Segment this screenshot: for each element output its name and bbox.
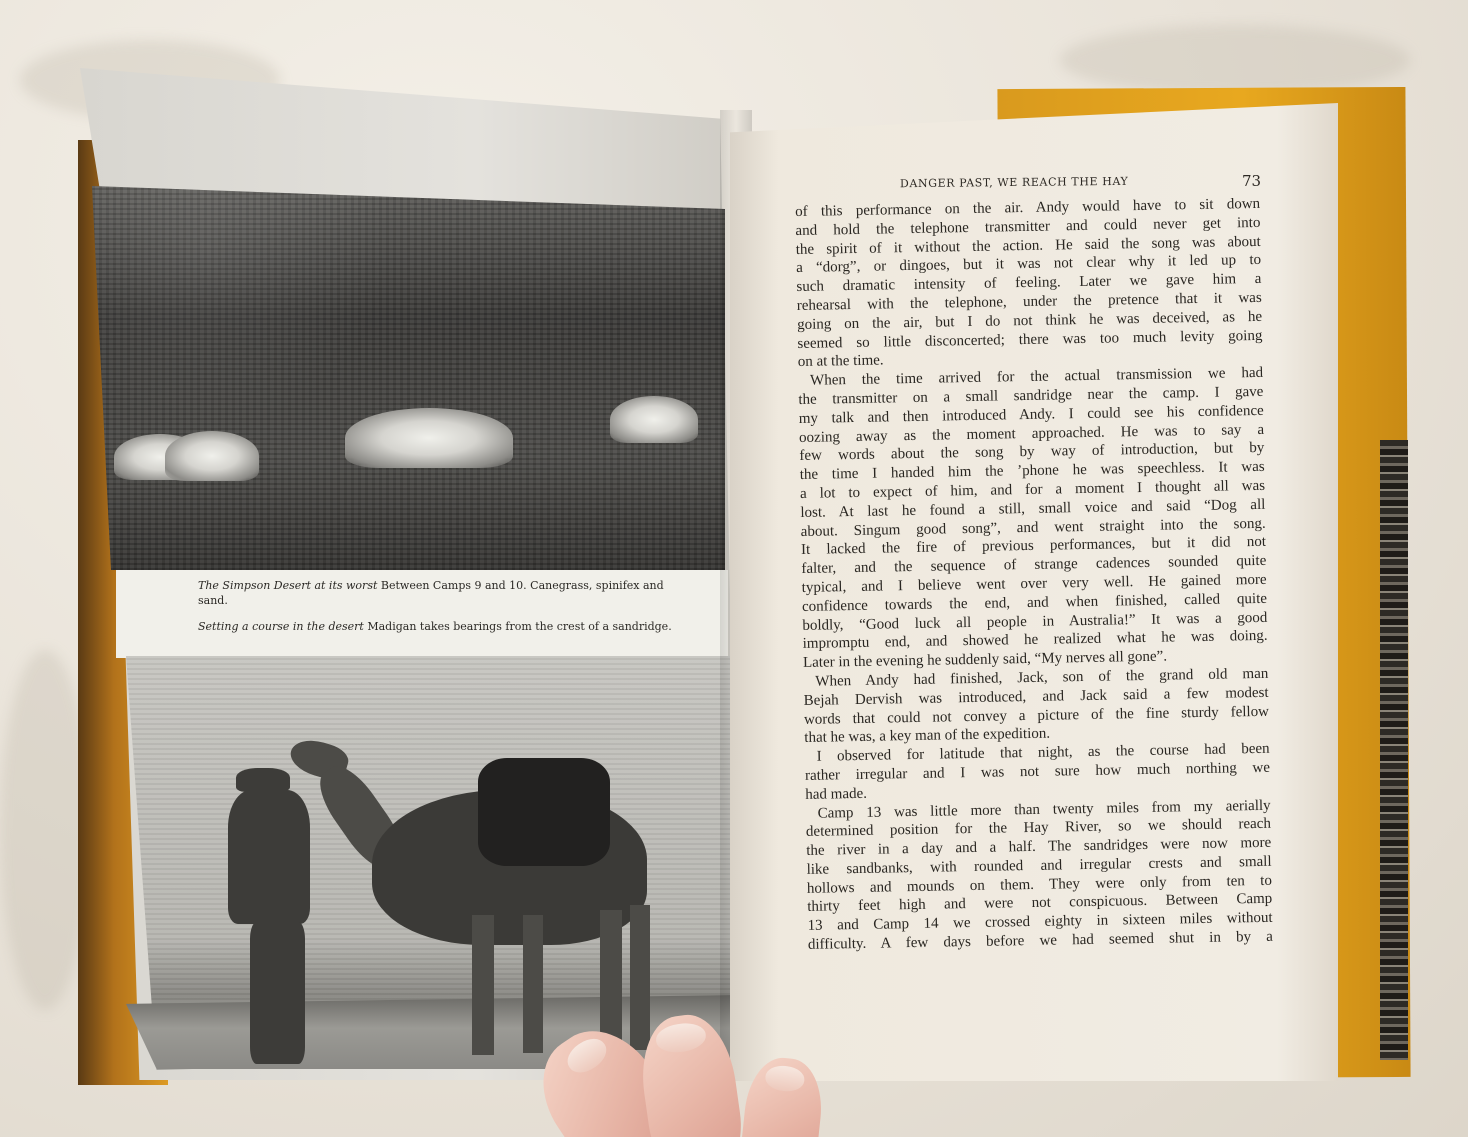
text-line: seemed so little disconcerted; there was too much levity going (797, 327, 1263, 352)
thumb-nail (562, 1032, 612, 1079)
text-line: impromptu end, and showed he realized what he was doing. (802, 628, 1268, 653)
camel-leg (600, 910, 622, 1052)
index-finger-nail (654, 1020, 707, 1055)
caption-desert (198, 578, 683, 608)
page-number: 73 (1242, 172, 1262, 190)
canegrass-clump (165, 431, 259, 481)
caption-course (198, 619, 683, 634)
text-line: the transmitter on a small sandridge near the camp. I gave (798, 383, 1264, 408)
text-line: a “dorg”, or dingoes, but it was not clear why it led up to (796, 252, 1262, 277)
sheet-fold (0, 650, 90, 1010)
caption-desert-title: The Simpson Desert at its worst (198, 579, 378, 592)
text-line: lost. At last he found a still, small voice and said “Dog all (800, 496, 1266, 521)
text-line: Later in the evening he suddenly said, “My nerves all gone”. (802, 648, 1168, 672)
text-line: typical, and I believe went over very well. He gained more (801, 571, 1267, 596)
text-line: determined position for the Hay River, so we should reach (805, 816, 1272, 841)
man-body (228, 790, 310, 924)
text-line: 13 and Camp 14 we crossed eighty in sixteen miles without (807, 910, 1273, 935)
text-line: Bejah Dervish was introduced, and Jack said a few modest (803, 684, 1269, 709)
text-line: and hold the telephone transmitter and could never get into (795, 214, 1261, 239)
canegrass-clump (610, 396, 698, 443)
text-line: the river in a day and a half. The sandridges were now more (806, 834, 1272, 859)
text-line: oozing away as the moment approached. He was to say a (798, 421, 1265, 446)
sheet-fold (1060, 25, 1410, 95)
desert-photo (92, 186, 725, 570)
text-line: thirty feet high and were not conspicuous. Between Camp (807, 891, 1273, 916)
text-line: When the time arrived for the actual transmission we had (809, 365, 1264, 389)
text-line: confidence towards the end, and when finished, called quite (801, 590, 1268, 615)
canegrass-clump (345, 408, 513, 468)
text-line: on at the time. (797, 352, 884, 371)
man-hat (236, 768, 290, 792)
text-line: like sandbanks, with rounded and irregular crests and small (806, 853, 1272, 878)
text-line: going on the air, but I do not think he was deceived, as he (796, 308, 1263, 333)
camel-pack (478, 758, 610, 866)
text-line: had made. (805, 785, 868, 803)
text-line: rather irregular and I was not sure how much northing we (804, 759, 1271, 784)
text-line: rehearsal with the telephone, under the pretence that it was (796, 289, 1262, 314)
caption-course-text: Madigan takes bearings from the crest of a sandridge. (367, 620, 672, 633)
text-line: I observed for latitude that night, as the course had been (816, 740, 1270, 765)
text-line: such dramatic intensity of feeling. Later we gave him a (796, 271, 1262, 296)
man-legs (250, 922, 305, 1064)
text-line: falter, and the sequence of strange cadences sounded quite (801, 552, 1267, 578)
running-head: DANGER PAST, WE REACH THE HAY (899, 174, 1129, 191)
text-line: difficulty. A few days before we had seemed shut in by a (807, 928, 1274, 953)
text-line: the time I handed him the ’phone he was speechless. It was (799, 459, 1265, 484)
text-line: few words about the song by way of introduction, but by (799, 440, 1265, 465)
text-line: about. Singum good song”, and went straight into the song. (800, 515, 1266, 540)
text-line: hollows and mounds on them. They were only from ten to (806, 872, 1273, 897)
text-line: boldly, “Good luck all people in Australia!” It was a good (802, 609, 1268, 634)
text-line: Camp 13 was little more than twenty miles from my aerially (817, 797, 1271, 822)
cover-photo-edge (1380, 440, 1408, 1060)
camel-leg (523, 915, 543, 1053)
camel-leg (472, 915, 494, 1055)
camel-leg (630, 905, 650, 1050)
middle-finger-nail (764, 1064, 805, 1093)
text-line: my talk and then introduced Andy. I could see his confidence (798, 402, 1264, 427)
text-line: the spirit of it without the action. He said the song was about (795, 233, 1261, 258)
page-body-text (795, 195, 1273, 955)
text-line: of this performance on the air. Andy would have to sit down (795, 195, 1261, 220)
caption-desert-text: Between Camps 9 and 10. Canegrass, spinifex and sand. (198, 579, 664, 607)
text-line: It lacked the fire of previous performances, but it did not (800, 534, 1267, 559)
text-line: that he was, a key man of the expedition. (804, 725, 1051, 747)
text-line: When Andy had finished, Jack, son of the grand old man (815, 665, 1269, 690)
text-line: words that could not convey a picture of the fine sturdy fellow (803, 703, 1270, 728)
text-line: a lot to expect of him, and for a moment I thought all was (799, 477, 1266, 502)
caption-course-title: Setting a course in the desert (198, 620, 364, 633)
